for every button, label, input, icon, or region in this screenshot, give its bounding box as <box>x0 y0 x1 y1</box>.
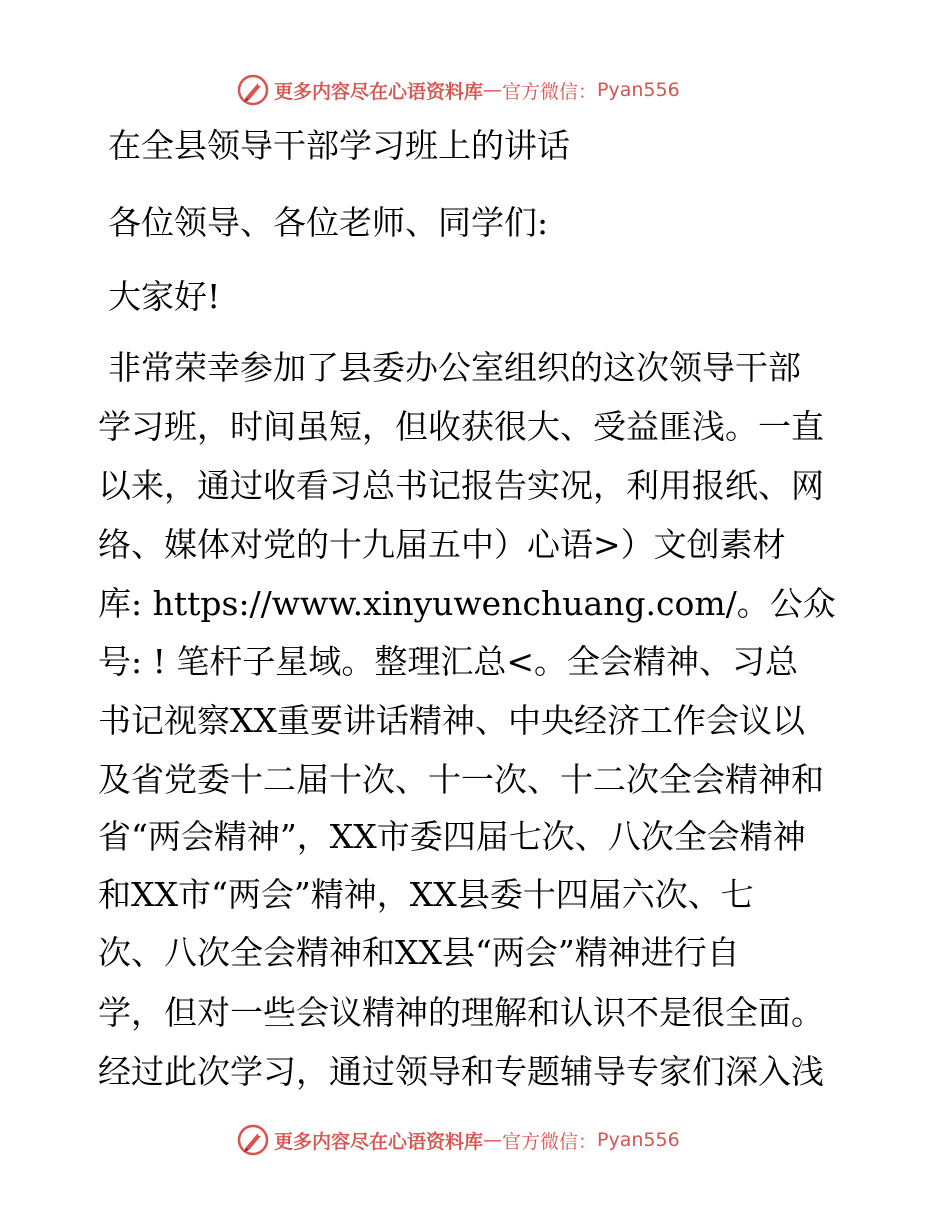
pen-logo-icon <box>236 73 270 107</box>
watermark-wechat-id: Pyan556 <box>597 79 680 101</box>
watermark-wechat-label: 官方微信： <box>502 80 598 103</box>
body-line: 及省党委十二届十次、十一次、十二次全会精神和 <box>98 760 824 799</box>
body-line: 书记视察XX重要讲话精神、中央经济工作会议以 <box>98 701 805 740</box>
body-line: 次、八次全会精神和XX县“两会”精神进行自 <box>98 933 740 972</box>
header-watermark <box>236 72 680 108</box>
document-title: 在全县领导干部学习班上的讲话 <box>108 126 570 165</box>
greeting: 大家好! <box>108 277 221 316</box>
salutation: 各位领导、各位老师、同学们: <box>108 203 549 242</box>
body-line: 学，但对一些会议精神的理解和认识不是很全面。 <box>98 993 824 1032</box>
watermark-wechat-id: Pyan556 <box>597 1129 680 1151</box>
body-line: 号: ! 笔杆子星域。整理汇总<。全会精神、习总 <box>98 642 799 681</box>
watermark-separator: — <box>483 1129 503 1151</box>
body-line: 非常荣幸参加了县委办公室组织的这次领导干部 <box>108 348 801 387</box>
watermark-brand-text: 更多内容尽在心语资料库 <box>274 80 484 103</box>
body-line: 省“两会精神”，XX市委四届七次、八次全会精神 <box>98 817 806 856</box>
body-line: 经过此次学习，通过领导和专题辅导专家们深入浅 <box>98 1052 824 1091</box>
watermark-separator: — <box>483 79 503 101</box>
pen-logo-icon <box>236 1123 270 1157</box>
watermark-brand-text: 更多内容尽在心语资料库 <box>274 1130 484 1153</box>
body-line: 库: https://www.xinyuwenchuang.com/。公众 <box>98 584 836 623</box>
body-line: 学习班，时间虽短，但收获很大、受益匪浅。一直 <box>98 407 824 446</box>
watermark-wechat-label: 官方微信： <box>502 1130 598 1153</box>
body-line: 以来，通过收看习总书记报告实况，利用报纸、网 <box>98 466 824 505</box>
body-line: 和XX市“两会”精神，XX县委十四届六次、七 <box>98 875 754 914</box>
body-line: 络、媒体对党的十九届五中）心语>）文创素材 <box>98 525 786 564</box>
footer-watermark <box>236 1122 680 1158</box>
